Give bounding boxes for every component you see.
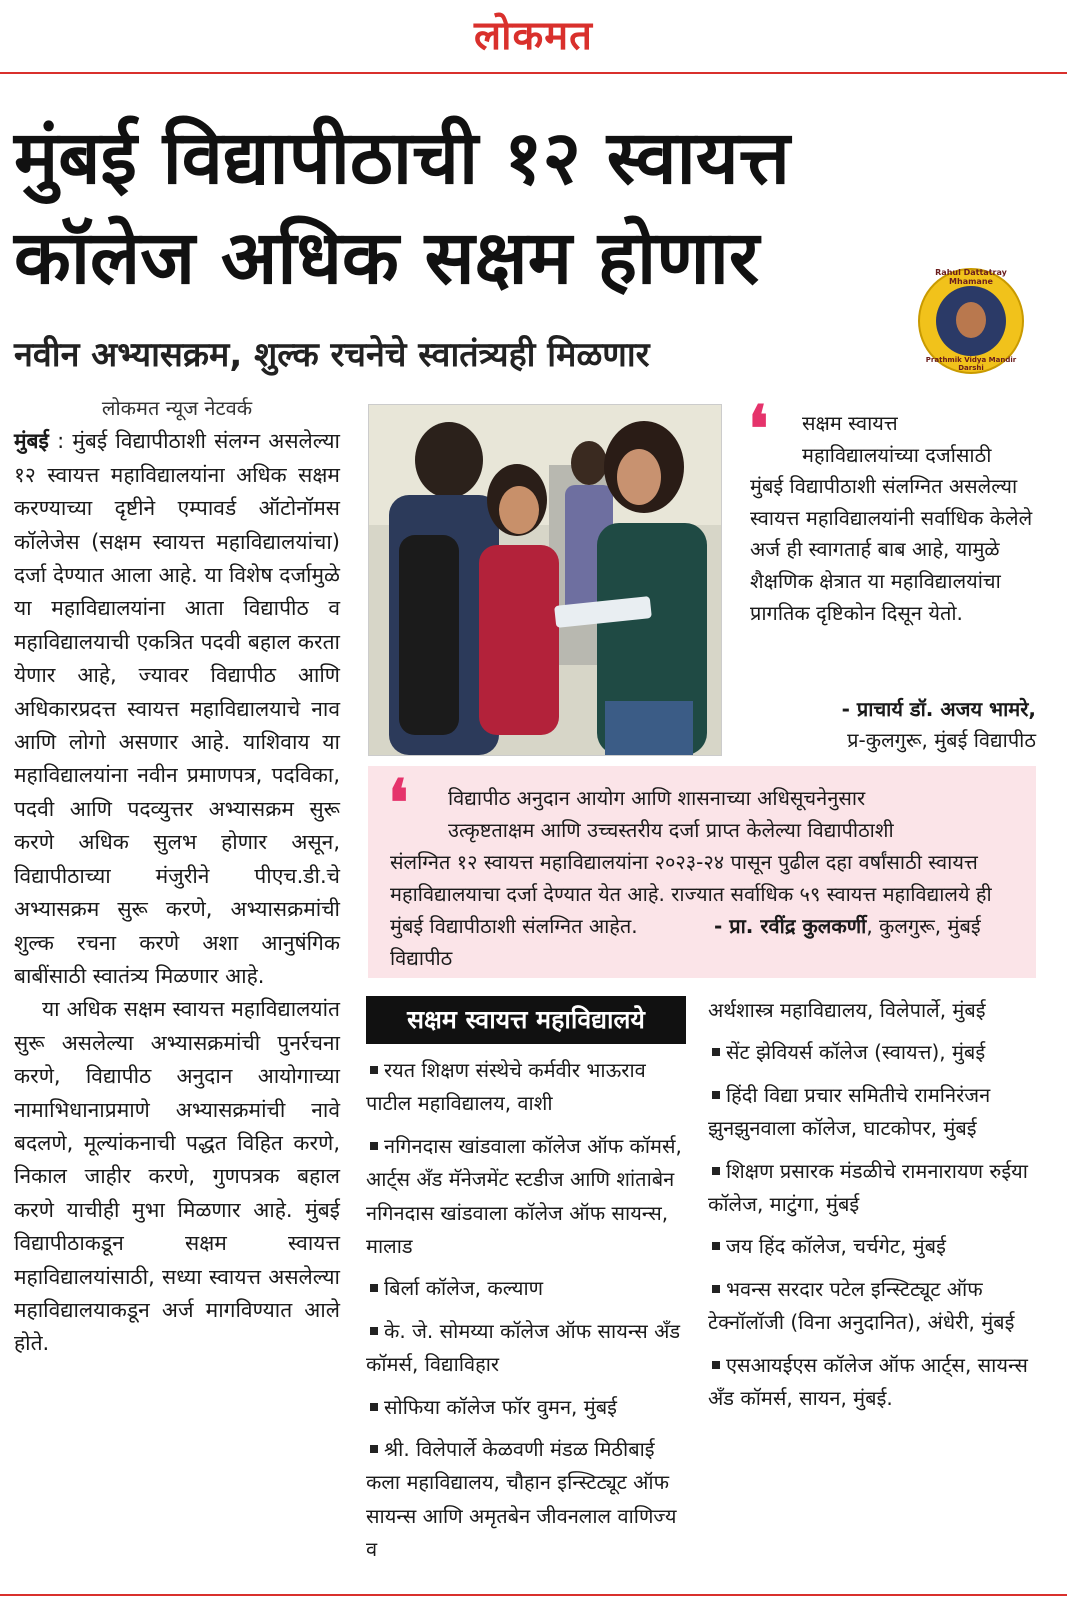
list-item-text: नगिनदास खांडवाला कॉलेज ऑफ कॉमर्स, आर्ट्स अँड मॅनेजमेंट स्टडीज आणि शांताबेन नगिनदास खांडवाला कॉलेज ऑफ सायन्स, मालाड <box>366 1133 682 1259</box>
article-paragraph-1 <box>14 425 340 993</box>
quote-2-line-2: उत्कृष्टताक्षम आणि उच्चस्तरीय दर्जा प्राप्त केलेल्या विद्यापीठाशी <box>448 818 894 842</box>
badge-name: Rahul Dattatray Mhamane <box>935 268 1007 286</box>
article-paragraph-2: या अधिक सक्षम स्वायत्त महाविद्यालयांत सुरू असलेल्या अभ्यासक्रमांची पुनर्रचना करणे, विद्यापीठ अनुदान आयोगाच्या नामाभिधानाप्रमाणे अभ्यासक्रमांची नावे बदलणे, मूल्यांकनाची पद्धत विहित करणे, निकाल जाहीर करणे, गुणपत्रक बहाल करणे याचीही मुभा मिळणार आहे. मुंबई विद्यापीठाकडून सक्षम स्वायत्त महाविद्यालयांसाठी, सध्या स्वायत्त असलेल्या महाविद्यालयाकडून अर्ज मागविण्यात आले होते. <box>14 997 340 1356</box>
badge-photo <box>936 286 1006 356</box>
quote-1-line-second: महाविद्यालयांच्या दर्जासाठी <box>802 442 992 467</box>
quote-2-title: , कुलगुरू, मुंबई विद्यापीठ <box>390 914 981 970</box>
list-item <box>366 1433 684 1567</box>
headline <box>14 108 914 308</box>
quote-box-vice-chancellor <box>368 766 1036 978</box>
avatar <box>956 302 986 338</box>
list-item <box>366 1054 684 1121</box>
subheadline: नवीन अभ्यासक्रम, शुल्क रचनेचे स्वातंत्र्यही मिळणार <box>14 335 650 375</box>
college-list-heading: सक्षम स्वायत्त महाविद्यालये <box>366 996 686 1044</box>
list-item <box>708 1079 1038 1146</box>
list-item-text: श्री. विलेपार्ले केळवणी मंडळ मिठीबाई कला महाविद्यालय, चौहान इन्स्टिट्यूट ऑफ सायन्स आणि अमृतबेन जीवनलाल वाणिज्य व <box>366 1437 677 1562</box>
list-item <box>366 1272 684 1305</box>
quote-mark-icon: ❛ <box>388 766 409 841</box>
bullet-icon <box>370 1284 378 1292</box>
byline: लोकमत न्यूज नेटवर्क <box>101 396 253 420</box>
quote-1-attribution <box>742 694 1036 756</box>
students-photo-illustration <box>369 405 721 755</box>
masthead-rule <box>0 72 1067 74</box>
bullet-icon <box>712 1167 720 1175</box>
list-item-text: बिर्ला कॉलेज, कल्याण <box>384 1276 544 1301</box>
list-item <box>366 1130 684 1264</box>
profile-badge <box>918 268 1024 374</box>
article-body <box>14 392 340 1361</box>
bullet-icon <box>712 1242 720 1250</box>
bullet-icon <box>370 1066 378 1074</box>
list-item-text: सेंट झेवियर्स कॉलेज (स्वायत्त), मुंबई <box>726 1040 986 1065</box>
quote-2-text <box>390 782 1030 974</box>
quote-2-line-1: विद्यापीठ अनुदान आयोग आणि शासनाच्या अधिसूचनेनुसार <box>448 786 866 810</box>
list-item <box>708 1155 1038 1222</box>
college-list-column-1 <box>366 1054 684 1576</box>
quote-1-text <box>750 408 1040 629</box>
quote-1-rest: मुंबई विद्यापीठाशी संलग्नित असलेल्या स्वायत्त महाविद्यालयांनी सर्वाधिक केलेले अर्ज ही स्वागतार्ह बाब आहे, यामुळे शैक्षणिक क्षेत्रात या महाविद्यालयांचा प्रागतिक दृष्टिकोन दिसून येतो. <box>750 474 1033 625</box>
quote-mark-icon: ❛ <box>748 392 769 467</box>
list-item <box>708 1230 1038 1263</box>
list-item-text: जय हिंद कॉलेज, चर्चगेट, मुंबई <box>726 1234 946 1259</box>
list-item-text: सोफिया कॉलेज फॉर वुमन, मुंबई <box>384 1394 617 1419</box>
page-bottom-rule <box>0 1594 1067 1596</box>
headline-line-1: मुंबई विद्यापीठाची १२ स्वायत्त <box>14 115 790 201</box>
list-item-text: भवन्स सरदार पटेल इन्स्टिट्यूट ऑफ टेक्नॉलॉजी (विना अनुदानित), अंधेरी, मुंबई <box>708 1276 1015 1335</box>
bullet-icon <box>370 1327 378 1335</box>
bullet-icon <box>712 1048 720 1056</box>
dateline-place: मुंबई <box>14 429 49 454</box>
students-photo <box>368 404 722 756</box>
list-item <box>708 1273 1038 1340</box>
list-item-continuation: अर्थशास्त्र महाविद्यालय, विलेपार्ले, मुंबई <box>708 998 986 1022</box>
bullet-icon <box>712 1091 720 1099</box>
list-item <box>366 1391 684 1424</box>
list-item-text: के. जे. सोमय्या कॉलेज ऑफ सायन्स अँड कॉमर्स, विद्याविहार <box>366 1318 681 1377</box>
list-item-text: हिंदी विद्या प्रचार समितीचे रामनिरंजन झुनझुनवाला कॉलेज, घाटकोपर, मुंबई <box>708 1082 991 1141</box>
quote-2-name: - प्रा. रवींद्र कुलकर्णी <box>713 914 867 938</box>
bullet-icon <box>370 1445 378 1453</box>
quote-1-title: प्र-कुलगुरू, मुंबई विद्यापीठ <box>847 728 1036 752</box>
list-item <box>708 1349 1038 1416</box>
list-item-text: शिक्षण प्रसारक मंडळीचे रामनारायण रुईया कॉलेज, माटुंगा, मुंबई <box>708 1158 1028 1217</box>
list-item <box>708 1036 1038 1069</box>
quote-1-line-first: सक्षम स्वायत्त <box>802 411 898 435</box>
list-item-text: रयत शिक्षण संस्थेचे कर्मवीर भाऊराव पाटील महाविद्यालय, वाशी <box>366 1058 646 1116</box>
quote-2-rest-text: संलग्नित १२ स्वायत्त महाविद्यालयांना २०२३-२४ पासून पुढील दहा वर्षांसाठी स्वायत्त महाविद्यालयाचा दर्जा देण्यात येत आहे. राज्यात सर्वाधिक ५९ स्वायत्त महाविद्यालये ही मुंबई विद्यापीठाशी संलग्नित आहेत. <box>390 850 992 938</box>
bullet-icon <box>712 1285 720 1293</box>
college-list-column-2 <box>708 994 1038 1424</box>
bullet-icon <box>712 1361 720 1369</box>
list-item-text: एसआयईएस कॉलेज ऑफ आर्ट्स, सायन्स अँड कॉमर्स, सायन, मुंबई. <box>708 1352 1028 1411</box>
article-paragraph-1-text: : मुंबई विद्यापीठाशी संलग्न असलेल्या १२ स्वायत्त महाविद्यालयांना अधिक सक्षम करण्याच्या दृष्टीने एम्पावर्ड ऑटोनॉमस कॉलेजेस (सक्षम स्वायत्त महाविद्यालयांचा) दर्जा देण्यात आला आहे. या विशेष दर्जामुळे या महाविद्यालयांना आता विद्यापीठ व महाविद्यालयाची एकत्रित पदवी बहाल करता येणार आहे, ज्यावर विद्यापीठ आणि अधिकारप्रदत्त स्वायत्त महाविद्यालयाचे नाव आणि लोगो असणार आहे. याशिवाय या महाविद्यालयांना नवीन प्रमाणपत्र, पदविका, पदवी आणि पदव्युत्तर अभ्यासक्रम सुरू करणे अधिक सुलभ होणार असून, विद्यापीठाच्या मंजुरीने पीएच.डी.चे अभ्यासक्रम सुरू करणे, अभ्यासक्रमांची शुल्क रचना करणे अशा आनुषंगिक बाबींसाठी स्वातंत्र्य मिळणार आहे. <box>14 429 340 988</box>
bullet-icon <box>370 1403 378 1411</box>
list-item <box>366 1315 684 1382</box>
headline-line-2: कॉलेज अधिक सक्षम होणार <box>14 215 760 301</box>
quote-1-name: - प्राचार्य डॉ. अजय भामरे, <box>841 697 1036 721</box>
newspaper-masthead: लोकमत <box>474 12 593 59</box>
badge-school: Prathmik Vidya Mandir Darshi <box>925 356 1017 372</box>
quote-2-rest <box>390 846 1030 974</box>
bullet-icon <box>370 1142 378 1150</box>
